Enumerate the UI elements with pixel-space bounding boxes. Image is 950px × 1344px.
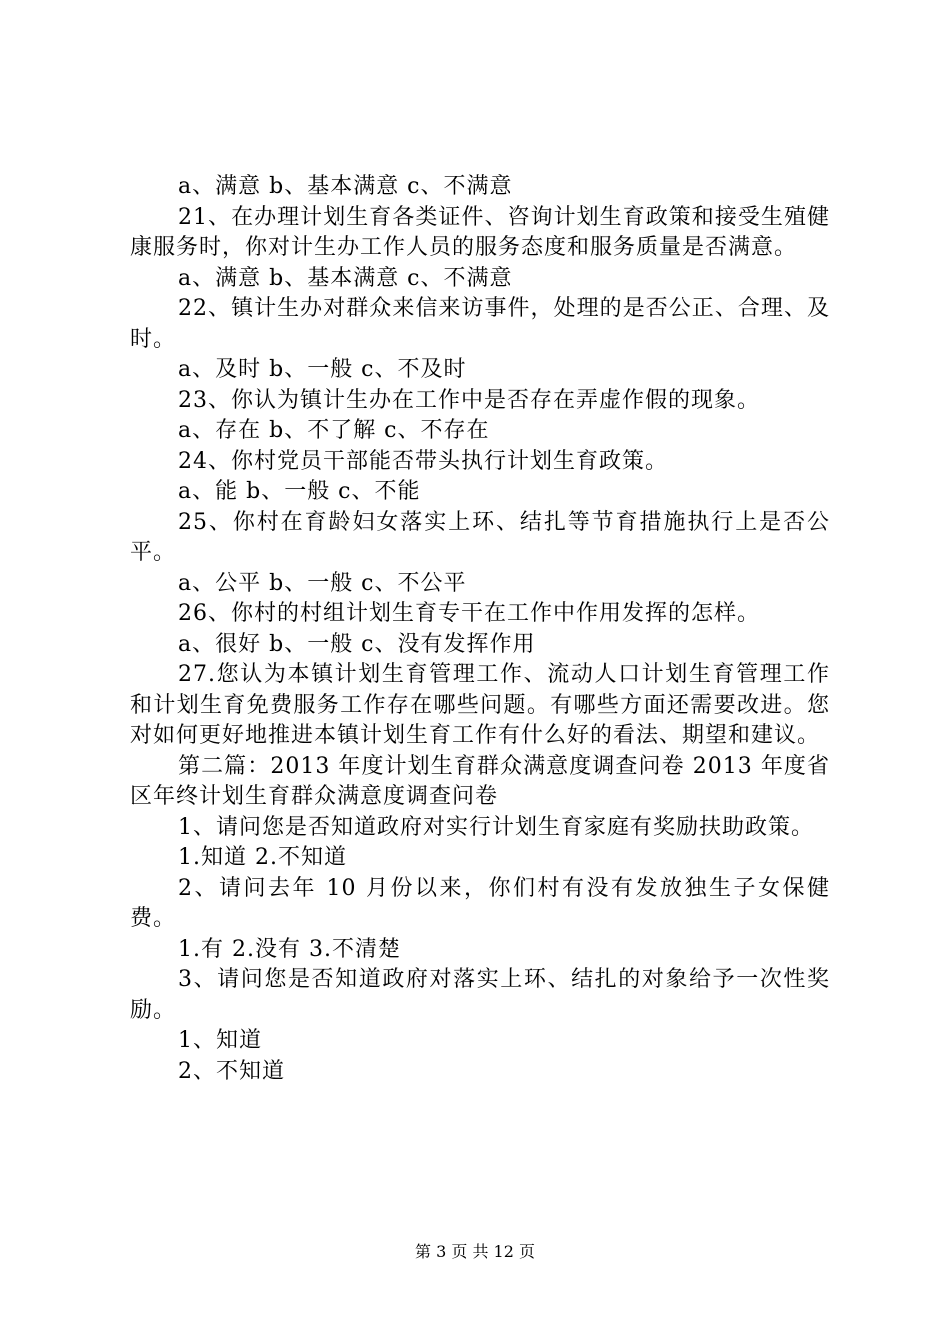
paragraph: 23、你认为镇计生办在工作中是否存在弄虚作假的现象。	[178, 387, 760, 413]
paragraph: 27.您认为本镇计划生育管理工作、流动人口计划生育管理工作和计划生育免费服务工作存在哪些问题。有哪些方面还需要改进。您对如何更好地推进本镇计划生育工作有什么好的看法、期望和建议。	[130, 662, 830, 748]
section-heading: 第二篇：2013 年度计划生育群众满意度调查问卷 2013 年度省区年终计划生育群众满意度调查问卷	[130, 753, 830, 809]
paragraph: 2、不知道	[178, 1058, 285, 1084]
paragraph: 1、知道	[178, 1028, 262, 1053]
paragraph: 25、你村在育龄妇女落实上环、结扎等节育措施执行上是否公平。	[130, 509, 830, 565]
paragraph: 3、请问您是否知道政府对落实上环、结扎的对象给予一次性奖励。	[130, 967, 830, 1023]
document-body	[130, 172, 830, 1087]
paragraph: a、满意 b、基本满意 c、不满意	[178, 265, 513, 291]
paragraph: 21、在办理计划生育各类证件、咨询计划生育政策和接受生殖健康服务时，你对计生办工作人员的服务态度和服务质量是否满意。	[130, 204, 830, 260]
paragraph: 24、你村党员干部能否带头执行计划生育政策。	[178, 448, 668, 474]
paragraph: 2、请问去年 10 月份以来，你们村有没有发放独生子女保健费。	[130, 875, 830, 931]
paragraph: 1、请问您是否知道政府对实行计划生育家庭有奖励扶助政策。	[178, 814, 814, 840]
paragraph: 26、你村的村组计划生育专干在工作中作用发挥的怎样。	[178, 601, 760, 626]
paragraph: a、能 b、一般 c、不能	[178, 479, 421, 504]
paragraph: 1.有 2.没有 3.不清楚	[178, 936, 401, 962]
paragraph: a、存在 b、不了解 c、不存在	[178, 418, 490, 443]
paragraph: 1.知道 2.不知道	[178, 845, 347, 870]
paragraph: a、很好 b、一般 c、没有发挥作用	[178, 631, 536, 657]
page-number-footer: 第 3 页 共 12 页	[415, 1242, 535, 1261]
paragraph: 22、镇计生办对群众来信来访事件，处理的是否公正、合理、及时。	[130, 296, 830, 352]
paragraph: a、公平 b、一般 c、不公平	[178, 570, 467, 596]
paragraph: a、满意 b、基本满意 c、不满意	[178, 174, 513, 199]
paragraph: a、及时 b、一般 c、不及时	[178, 357, 467, 382]
